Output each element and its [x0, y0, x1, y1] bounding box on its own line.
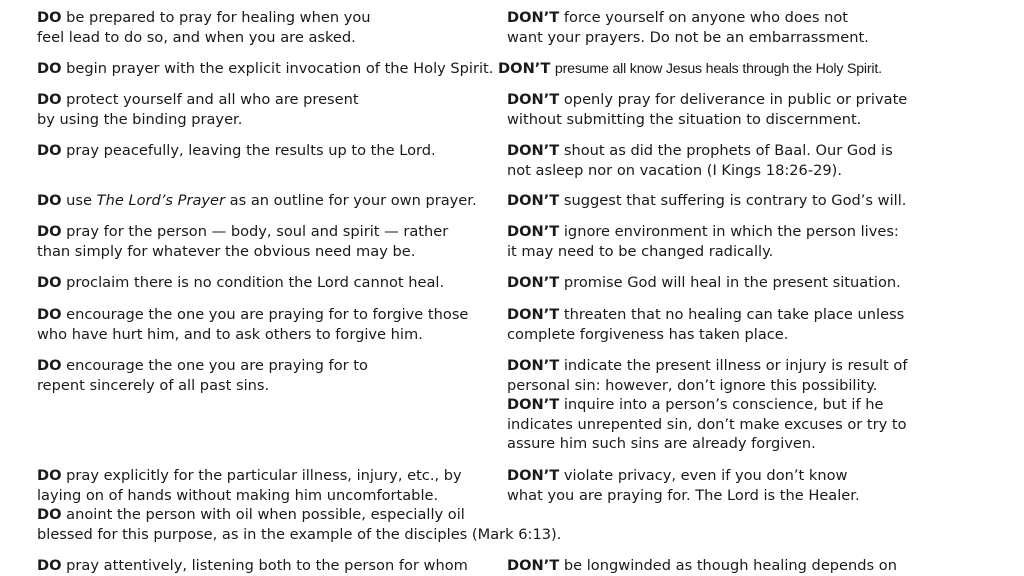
- item-text: by using the binding prayer.: [37, 110, 243, 128]
- item-text: indicate the present illness or injury is result of: [563, 357, 908, 374]
- dont-item-shout: [507, 141, 893, 180]
- item-title-italic: The Lord’s Prayer: [96, 192, 226, 209]
- dont-item-promise: [507, 273, 901, 293]
- do-item-repent: [37, 356, 368, 395]
- dont-item-privacy: [507, 466, 860, 505]
- item-text: proclaim there is no condition the Lord cannot heal.: [66, 274, 445, 291]
- dont-item-suffering: [507, 191, 906, 211]
- item-text: pray explicitly for the particular illness, injury, etc., by: [66, 467, 462, 484]
- dont-keyword: DON’T: [507, 306, 560, 323]
- dont-keyword: DON’T: [507, 192, 560, 209]
- item-text: be prepared to pray for healing when you: [66, 9, 371, 26]
- dont-keyword: DON’T: [507, 9, 560, 26]
- dont-keyword: DON’T: [507, 467, 560, 484]
- item-text: pray peacefully, leaving the results up to the Lord.: [66, 142, 436, 159]
- item-text: shout as did the prophets of Baal. Our God is: [563, 142, 893, 159]
- item-text: than simply for whatever the obvious need may be.: [37, 242, 416, 260]
- item-text: assure him such sins are already forgiven.: [507, 435, 816, 452]
- item-text: indicates unrepented sin, don’t make excuses or try to: [507, 415, 907, 433]
- dont-item-deliverance: [507, 90, 907, 129]
- do-keyword: DO: [37, 467, 62, 484]
- dont-item-environment: [507, 222, 899, 261]
- do-keyword: DO: [37, 142, 62, 159]
- do-item-prepared: [37, 8, 371, 47]
- item-text: presume all know Jesus heals through the Holy Spirit.: [554, 61, 882, 77]
- item-text: be longwinded as though healing depends on: [563, 557, 897, 574]
- do-item-protect: [37, 90, 359, 129]
- item-text: use: [66, 192, 93, 209]
- item-text: ignore environment in which the person lives:: [563, 223, 899, 240]
- item-text: it may need to be changed radically.: [507, 242, 774, 260]
- item-text: blessed for this purpose, as in the example of the disciples (Mark 6:13).: [37, 525, 562, 543]
- item-text: pray for the person — body, soul and spirit — rather: [66, 223, 449, 240]
- dont-keyword: DON’T: [498, 60, 551, 77]
- item-text: anoint the person with oil when possible, especially oil: [66, 506, 465, 523]
- dont-item-personal-sin: [507, 356, 907, 454]
- item-text: who have hurt him, and to ask others to forgive him.: [37, 325, 423, 343]
- item-text: without submitting the situation to discernment.: [507, 110, 862, 128]
- dont-item-longwinded: [507, 556, 897, 576]
- do-keyword: DO: [37, 60, 62, 77]
- do-item-forgive: [37, 305, 468, 344]
- do-item-lords-prayer: [37, 191, 477, 211]
- dont-keyword: DON’T: [507, 357, 560, 374]
- item-text: openly pray for deliverance in public or private: [563, 91, 908, 108]
- do-keyword: DO: [37, 9, 62, 26]
- item-text: inquire into a person’s conscience, but if he: [563, 396, 884, 413]
- item-text: threaten that no healing can take place unless: [563, 306, 905, 323]
- item-text: suggest that suffering is contrary to God’s will.: [563, 192, 907, 209]
- do-keyword: DO: [37, 506, 62, 523]
- item-text: protect yourself and all who are present: [66, 91, 359, 108]
- do-keyword: DO: [37, 192, 62, 209]
- do-item-proclaim: [37, 273, 444, 293]
- do-keyword: DO: [37, 557, 62, 574]
- do-item-attentively: [37, 556, 468, 576]
- item-text: repent sincerely of all past sins.: [37, 376, 270, 394]
- dont-keyword: DON’T: [507, 223, 560, 240]
- dont-item-force: [507, 8, 869, 47]
- item-text: violate privacy, even if you don’t know: [563, 467, 848, 484]
- item-text: feel lead to do so, and when you are asked.: [37, 28, 356, 46]
- item-text: encourage the one you are praying for to: [66, 357, 368, 374]
- do-keyword: DO: [37, 223, 62, 240]
- do-keyword: DO: [37, 357, 62, 374]
- dont-keyword: DON’T: [507, 142, 560, 159]
- item-text: force yourself on anyone who does not: [563, 9, 848, 26]
- do-keyword: DO: [37, 274, 62, 291]
- dont-item-threaten: [507, 305, 904, 344]
- item-text: complete forgiveness has taken place.: [507, 325, 789, 343]
- do-keyword: DO: [37, 91, 62, 108]
- dont-keyword: DON’T: [507, 91, 560, 108]
- item-text: laying on of hands without making him uncomfortable.: [37, 486, 439, 504]
- do-item-pray-peacefully: [37, 141, 436, 161]
- item-text: pray attentively, listening both to the person for whom: [66, 557, 468, 574]
- item-text: what you are praying for. The Lord is the Healer.: [507, 486, 860, 504]
- do-item-laying-hands: [37, 466, 561, 544]
- item-text: personal sin: however, don’t ignore this possibility.: [507, 376, 878, 394]
- dont-keyword: DON’T: [507, 274, 560, 291]
- dont-keyword: DON’T: [507, 557, 560, 574]
- do-dont-item-holy-spirit: [37, 59, 882, 80]
- item-text: as an outline for your own prayer.: [229, 192, 477, 209]
- do-keyword: DO: [37, 306, 62, 323]
- item-text: promise God will heal in the present situation.: [563, 274, 901, 291]
- item-text: begin prayer with the explicit invocation of the Holy Spirit.: [66, 60, 494, 77]
- item-text: not asleep nor on vacation (I Kings 18:26-29).: [507, 161, 843, 179]
- dont-keyword: DON’T: [507, 396, 560, 413]
- do-item-whole-person: [37, 222, 448, 261]
- item-text: want your prayers. Do not be an embarrassment.: [507, 28, 869, 46]
- item-text: encourage the one you are praying for to forgive those: [66, 306, 469, 323]
